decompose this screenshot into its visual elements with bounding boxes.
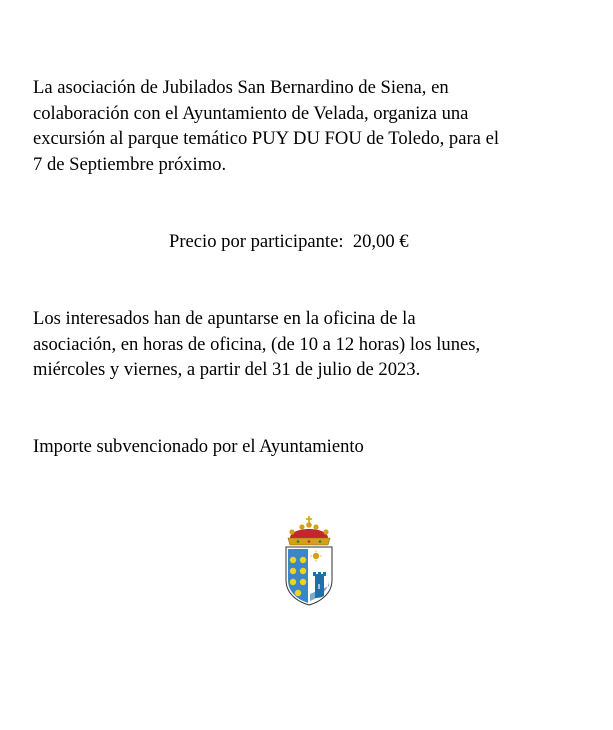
intro-line: colaboración con el Ayuntamiento de Velada, organiza una: [33, 102, 469, 124]
crown-icon: [288, 516, 330, 545]
signup-line: asociación, en horas de oficina, (de 10 a 12 horas) los lunes,: [33, 333, 481, 355]
coat-of-arms-icon: [282, 514, 336, 606]
signup-paragraph: [33, 306, 603, 383]
intro-line: 7 de Septiembre próximo.: [33, 153, 227, 175]
intro-line: La asociación de Jubilados San Bernardino de Siena, en: [33, 77, 449, 98]
signup-line: Los interesados han de apuntarse en la oficina de la: [33, 308, 416, 329]
intro-paragraph: [33, 75, 603, 177]
subsidy-text: Importe subvencionado por el Ayuntamiento: [33, 436, 364, 457]
signup-line: miércoles y viernes, a partir del 31 de julio de 2023.: [33, 359, 421, 380]
intro-line: excursión al parque temático PUY DU FOU de Toledo, para el: [33, 128, 499, 149]
price-line: [169, 229, 409, 255]
price-label: Precio por participante:: [169, 231, 344, 252]
price-amount: 20,00 €: [352, 231, 409, 252]
subsidy-note: [33, 434, 603, 460]
